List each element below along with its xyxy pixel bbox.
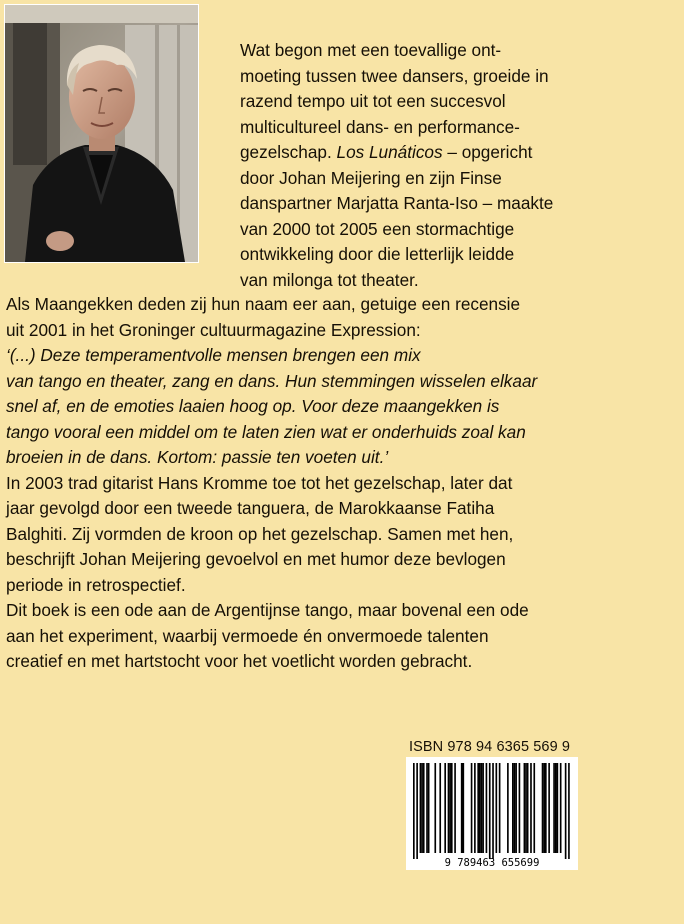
barcode-bar — [542, 763, 544, 853]
barcode-bar — [545, 763, 547, 853]
barcode-bar — [555, 763, 557, 853]
body-line: jaar gevolgd door een tweede tanguera, de Marokkaanse Fatiha — [6, 498, 495, 518]
barcode-bar — [421, 763, 423, 853]
review-quote-line: broeien in de dans. Kortom: passie ten voeten uit.’ — [6, 447, 389, 467]
barcode-bar — [507, 763, 509, 853]
barcode-bar — [479, 763, 481, 853]
author-portrait-photo — [4, 4, 199, 263]
barcode-bar — [543, 763, 545, 853]
barcode-bar — [439, 763, 441, 853]
review-quote-line: snel af, en de emoties laaien hoog op. Voor deze maangekken is — [6, 396, 500, 416]
barcode-bar — [548, 763, 550, 853]
barcode-bar — [471, 763, 473, 853]
barcode-bar — [533, 763, 535, 853]
company-name-italic: Los Lunáticos — [336, 142, 443, 162]
intro-paragraph — [240, 38, 670, 293]
intro-line: Wat begon met een toevallige ont- — [240, 40, 502, 60]
barcode-digits: 9 789463 655699 — [444, 857, 540, 869]
review-quote-line: van tango en theater, zang en dans. Hun stemmingen wisselen elkaar — [6, 370, 538, 391]
barcode-bar — [463, 763, 465, 853]
body-line: In 2003 trad gitarist Hans Kromme toe tot het gezelschap, later dat — [6, 472, 513, 493]
barcode-bar — [557, 763, 559, 853]
barcode-bar — [451, 763, 453, 853]
barcode-bar — [474, 763, 476, 853]
barcode-graphic — [406, 757, 578, 870]
barcode-bar — [514, 763, 516, 853]
barcode-bar — [524, 763, 526, 853]
barcode-bar — [413, 763, 415, 859]
body-line: beschrijft Johan Meijering gevoelvol en met humor deze bevlogen — [6, 549, 506, 569]
barcode-bar — [499, 763, 501, 853]
review-quote-line: ‘(...) Deze temperamentvolle mensen brengen een mix — [6, 345, 421, 365]
barcode-bar — [486, 763, 488, 853]
barcode-bar — [492, 763, 494, 859]
author-portrait-image — [5, 5, 198, 262]
barcode-bar — [434, 763, 436, 853]
intro-line: door Johan Meijering en zijn Finse — [240, 167, 502, 188]
intro-line: van 2000 tot 2005 een stormachtige — [240, 218, 515, 239]
barcode-bar — [416, 763, 418, 859]
barcode-bar — [423, 763, 425, 853]
intro-line-with-title — [240, 140, 670, 166]
review-quote-line: tango vooral een middel om te laten zien wat er onderhuids zoal kan — [6, 421, 526, 442]
barcode-bar — [515, 763, 517, 853]
barcode-bar — [527, 763, 529, 853]
barcode-bar — [565, 763, 567, 859]
body-line: periode in retrospectief. — [6, 574, 186, 595]
intro-line-text: gezelschap. — [240, 142, 332, 162]
body-line: creatief en met hartstocht voor het voetlicht worden gebracht. — [6, 651, 473, 671]
intro-line: moeting tussen twee dansers, groeide in — [240, 65, 549, 86]
intro-line: danspartner Marjatta Ranta-Iso – maakte — [240, 193, 554, 213]
barcode-bar — [530, 763, 532, 853]
intro-line: van milonga tot theater. — [240, 269, 419, 290]
barcode-bar — [477, 763, 479, 853]
barcode-bar — [444, 763, 446, 853]
isbn-barcode — [406, 757, 578, 870]
body-line: Dit boek is een ode aan de Argentijnse tango, maar bovenal een ode — [6, 600, 529, 620]
body-line: Balghiti. Zij vormden de kroon op het gezelschap. Samen met hen, — [6, 523, 514, 544]
barcode-bar — [525, 763, 527, 853]
barcode-bar — [519, 763, 521, 853]
barcode-bar — [461, 763, 463, 853]
body-line: aan het experiment, waarbij vermoede én onvermoede talenten — [6, 625, 489, 646]
barcode-bar — [489, 763, 491, 859]
barcode-bar — [553, 763, 555, 853]
barcode-bar — [496, 763, 498, 853]
intro-line: multicultureel dans- en performance- — [240, 116, 520, 137]
barcode-bar — [568, 763, 570, 859]
barcode-bar — [420, 763, 422, 853]
isbn-label: ISBN 978 94 6365 569 9 — [409, 739, 571, 755]
body-paragraphs — [6, 292, 678, 675]
barcode-bar — [454, 763, 456, 853]
barcode-bar — [560, 763, 562, 853]
intro-line: razend tempo uit tot een succesvol — [240, 91, 506, 111]
barcode-bar — [482, 763, 484, 853]
intro-line-text: – opgericht — [447, 142, 533, 162]
barcode-bar — [449, 763, 451, 853]
barcode-bar — [448, 763, 450, 853]
intro-line: ontwikkeling door die letterlijk leidde — [240, 244, 515, 264]
barcode-bar — [426, 763, 428, 853]
body-line: Als Maangekken deden zij hun naam eer aan, getuige een recensie — [6, 294, 521, 314]
barcode-bar — [428, 763, 430, 853]
body-line: uit 2001 in het Groninger cultuurmagazine Expression: — [6, 319, 421, 340]
barcode-bar — [512, 763, 514, 853]
barcode-bar — [481, 763, 483, 853]
